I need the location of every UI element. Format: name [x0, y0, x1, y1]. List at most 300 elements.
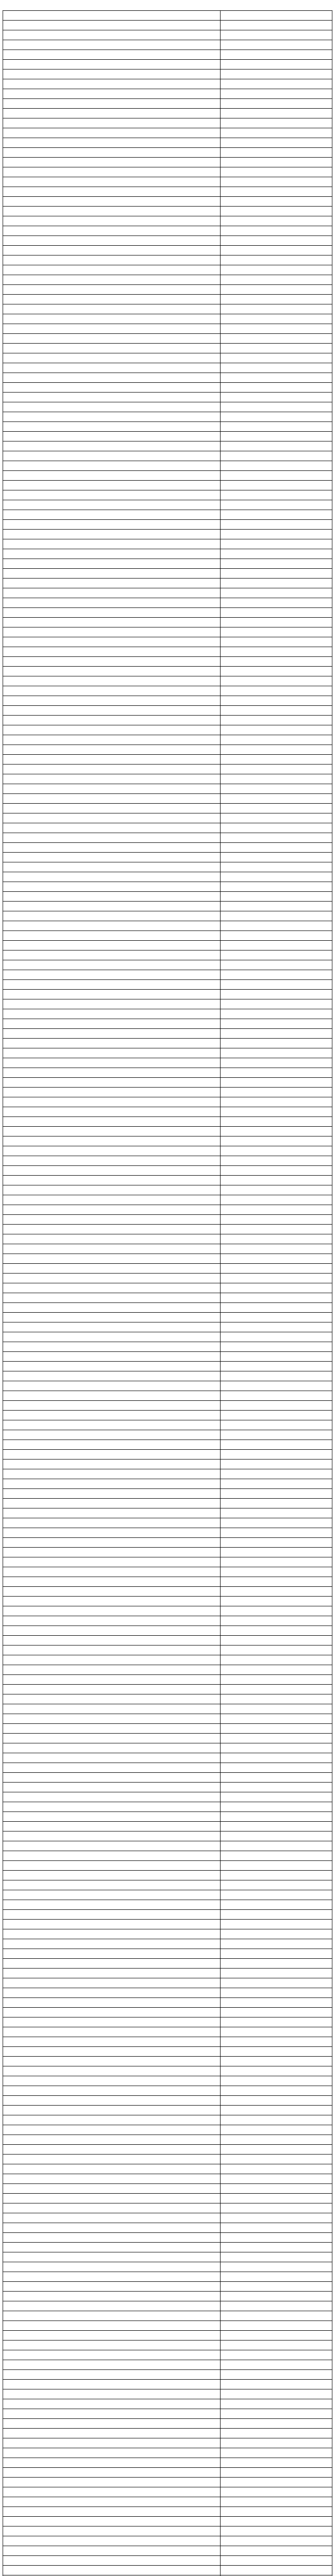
organization-category-cell — [220, 128, 332, 138]
table-row — [3, 1714, 332, 1724]
table-row — [3, 931, 332, 941]
organization-category-cell — [220, 432, 332, 442]
organization-name-cell — [3, 1792, 221, 1802]
table-row — [3, 1509, 332, 1518]
organization-name-cell — [3, 79, 221, 89]
organization-name-cell — [3, 167, 221, 177]
table-row — [3, 99, 332, 109]
organization-name-cell — [3, 1264, 221, 1274]
table-row — [3, 2223, 332, 2233]
table-row — [3, 2370, 332, 2380]
table-row — [3, 2478, 332, 2487]
organization-category-cell — [220, 1587, 332, 1597]
organization-name-cell — [3, 89, 221, 99]
table-row — [3, 1998, 332, 2008]
organization-name-cell — [3, 2301, 221, 2311]
organization-category-cell — [220, 2125, 332, 2135]
table-row — [3, 725, 332, 735]
organization-name-cell — [3, 275, 221, 285]
table-row — [3, 304, 332, 314]
table-row — [3, 598, 332, 608]
organization-name-cell — [3, 1146, 221, 1156]
organization-name-cell — [3, 2027, 221, 2037]
organization-category-cell — [220, 647, 332, 657]
organization-table-body — [3, 11, 332, 2576]
organization-name-cell — [3, 295, 221, 304]
organization-category-cell — [220, 725, 332, 735]
table-row — [3, 2487, 332, 2497]
organization-category-cell — [220, 1068, 332, 1078]
organization-name-cell — [3, 1841, 221, 1851]
table-row — [3, 1949, 332, 1959]
organization-name-cell — [3, 1969, 221, 1978]
organization-category-cell — [220, 862, 332, 872]
organization-category-cell — [220, 559, 332, 569]
table-row — [3, 1783, 332, 1792]
organization-category-cell — [220, 40, 332, 50]
organization-category-cell — [220, 1567, 332, 1577]
table-row — [3, 1694, 332, 1704]
organization-name-cell — [3, 481, 221, 490]
organization-name-cell — [3, 2438, 221, 2448]
organization-name-cell — [3, 1577, 221, 1587]
table-row — [3, 921, 332, 931]
organization-category-cell — [220, 1117, 332, 1127]
organization-name-cell — [3, 1019, 221, 1029]
table-row — [3, 1146, 332, 1156]
organization-category-cell — [220, 921, 332, 931]
organization-name-cell — [3, 1156, 221, 1166]
organization-category-cell — [220, 275, 332, 285]
organization-name-cell — [3, 1753, 221, 1763]
organization-category-cell — [220, 1185, 332, 1195]
table-row — [3, 1920, 332, 1929]
organization-name-cell — [3, 1029, 221, 1039]
table-row — [3, 1939, 332, 1949]
organization-category-cell — [220, 21, 332, 30]
table-row — [3, 2311, 332, 2321]
organization-category-cell — [220, 1371, 332, 1381]
organization-category-cell — [220, 999, 332, 1009]
table-row — [3, 1048, 332, 1058]
organization-name-cell — [3, 148, 221, 158]
organization-category-cell — [220, 774, 332, 784]
organization-name-cell — [3, 637, 221, 647]
table-row — [3, 1978, 332, 1988]
organization-name-cell — [3, 1675, 221, 1685]
organization-name-cell — [3, 2164, 221, 2174]
organization-category-cell — [220, 2311, 332, 2321]
table-row — [3, 774, 332, 784]
organization-category-cell — [220, 676, 332, 686]
organization-category-cell — [220, 2135, 332, 2145]
table-row — [3, 314, 332, 324]
organization-category-cell — [220, 2536, 332, 2546]
table-row — [3, 265, 332, 275]
table-row — [3, 1890, 332, 1900]
organization-category-cell — [220, 50, 332, 60]
organization-category-cell — [220, 2106, 332, 2115]
organization-category-cell — [220, 2419, 332, 2429]
organization-category-cell — [220, 510, 332, 520]
organization-category-cell — [220, 960, 332, 970]
organization-name-cell — [3, 882, 221, 892]
organization-name-cell — [3, 2018, 221, 2027]
organization-category-cell — [220, 745, 332, 755]
organization-name-cell — [3, 1313, 221, 1323]
table-row — [3, 295, 332, 304]
organization-category-cell — [220, 2380, 332, 2389]
organization-category-cell — [220, 1234, 332, 1244]
table-row — [3, 1910, 332, 1920]
table-row — [3, 970, 332, 980]
organization-category-cell — [220, 451, 332, 461]
table-row — [3, 1107, 332, 1117]
table-row — [3, 442, 332, 451]
organization-name-cell — [3, 2360, 221, 2370]
table-row — [3, 363, 332, 373]
organization-name-cell — [3, 2478, 221, 2487]
organization-category-cell — [220, 941, 332, 951]
organization-name-cell — [3, 784, 221, 794]
organization-category-cell — [220, 1704, 332, 1714]
organization-name-cell — [3, 1195, 221, 1205]
organization-category-cell — [220, 1313, 332, 1323]
organization-name-cell — [3, 11, 221, 21]
organization-name-cell — [3, 2556, 221, 2566]
organization-category-cell — [220, 2429, 332, 2438]
table-row — [3, 960, 332, 970]
organization-category-cell — [220, 2478, 332, 2487]
table-row — [3, 2252, 332, 2262]
organization-category-cell — [220, 1225, 332, 1234]
table-row — [3, 1773, 332, 1783]
organization-name-cell — [3, 2204, 221, 2213]
organization-name-cell — [3, 833, 221, 843]
organization-category-cell — [220, 1156, 332, 1166]
organization-name-cell — [3, 1068, 221, 1078]
organization-category-cell — [220, 79, 332, 89]
table-row — [3, 402, 332, 412]
organization-name-cell — [3, 490, 221, 500]
organization-category-cell — [220, 1548, 332, 1557]
organization-name-cell — [3, 1391, 221, 1401]
organization-category-cell — [220, 1998, 332, 2008]
organization-category-cell — [220, 2194, 332, 2204]
organization-name-cell — [3, 1832, 221, 1841]
table-row — [3, 2282, 332, 2292]
organization-category-cell — [220, 1332, 332, 1342]
organization-name-cell — [3, 2135, 221, 2145]
organization-name-cell — [3, 1949, 221, 1959]
table-row — [3, 2155, 332, 2164]
table-row — [3, 2566, 332, 2575]
table-row — [3, 89, 332, 99]
table-row — [3, 657, 332, 667]
organization-category-cell — [220, 363, 332, 373]
table-row — [3, 2350, 332, 2360]
organization-category-cell — [220, 295, 332, 304]
organization-category-cell — [220, 2468, 332, 2478]
organization-category-cell — [220, 353, 332, 363]
table-row — [3, 667, 332, 676]
table-row — [3, 1176, 332, 1185]
organization-category-cell — [220, 1254, 332, 1264]
organization-category-cell — [220, 2145, 332, 2155]
organization-name-cell — [3, 1978, 221, 1988]
table-row — [3, 1293, 332, 1303]
table-row — [3, 1381, 332, 1391]
organization-category-cell — [220, 393, 332, 402]
organization-category-cell — [220, 1274, 332, 1283]
organization-category-cell — [220, 2027, 332, 2037]
organization-name-cell — [3, 1137, 221, 1146]
table-row — [3, 696, 332, 706]
organization-name-cell — [3, 1734, 221, 1743]
table-row — [3, 1685, 332, 1694]
organization-name-cell — [3, 2047, 221, 2057]
organization-category-cell — [220, 931, 332, 941]
organization-name-cell — [3, 393, 221, 402]
organization-name-cell — [3, 1929, 221, 1939]
organization-name-cell — [3, 2076, 221, 2086]
organization-category-cell — [220, 2370, 332, 2380]
table-row — [3, 2125, 332, 2135]
organization-category-cell — [220, 1450, 332, 1460]
organization-category-cell — [220, 1009, 332, 1019]
table-row — [3, 1822, 332, 1832]
table-row — [3, 216, 332, 226]
table-row — [3, 21, 332, 30]
table-row — [3, 843, 332, 853]
table-row — [3, 1655, 332, 1665]
table-row — [3, 177, 332, 187]
organization-name-cell — [3, 2252, 221, 2262]
organization-name-cell — [3, 314, 221, 324]
organization-name-cell — [3, 999, 221, 1009]
organization-name-cell — [3, 1058, 221, 1068]
organization-name-cell — [3, 549, 221, 559]
organization-name-cell — [3, 804, 221, 814]
table-row — [3, 2468, 332, 2478]
organization-name-cell — [3, 1528, 221, 1538]
organization-name-cell — [3, 109, 221, 118]
table-row — [3, 1812, 332, 1822]
table-row — [3, 246, 332, 256]
organization-category-cell — [220, 1841, 332, 1851]
organization-category-cell — [220, 892, 332, 902]
organization-category-cell — [220, 30, 332, 40]
table-row — [3, 393, 332, 402]
organization-category-cell — [220, 696, 332, 706]
organization-category-cell — [220, 1430, 332, 1440]
organization-name-cell — [3, 363, 221, 373]
table-row — [3, 2164, 332, 2174]
organization-category-cell — [220, 1959, 332, 1969]
organization-name-cell — [3, 1127, 221, 1137]
table-row — [3, 1528, 332, 1538]
organization-name-cell — [3, 2106, 221, 2115]
table-row — [3, 2262, 332, 2272]
organization-category-cell — [220, 1323, 332, 1332]
table-row — [3, 109, 332, 118]
organization-name-cell — [3, 2262, 221, 2272]
table-row — [3, 128, 332, 138]
organization-category-cell — [220, 1900, 332, 1910]
table-row — [3, 1313, 332, 1323]
organization-category-cell — [220, 911, 332, 921]
table-row — [3, 1479, 332, 1489]
organization-category-cell — [220, 755, 332, 765]
table-row — [3, 207, 332, 216]
organization-name-cell — [3, 1636, 221, 1646]
organization-name-cell — [3, 40, 221, 50]
organization-name-cell — [3, 1890, 221, 1900]
organization-name-cell — [3, 461, 221, 471]
organization-name-cell — [3, 608, 221, 618]
table-row — [3, 60, 332, 70]
table-row — [3, 1264, 332, 1274]
table-row — [3, 569, 332, 579]
organization-name-cell — [3, 21, 221, 30]
organization-name-cell — [3, 1479, 221, 1489]
table-row — [3, 804, 332, 814]
organization-category-cell — [220, 442, 332, 451]
organization-name-cell — [3, 324, 221, 334]
organization-name-cell — [3, 451, 221, 461]
organization-name-cell — [3, 70, 221, 79]
table-row — [3, 1597, 332, 1606]
organization-name-cell — [3, 1694, 221, 1704]
organization-table — [3, 10, 332, 2576]
organization-name-cell — [3, 2311, 221, 2321]
organization-category-cell — [220, 99, 332, 109]
organization-name-cell — [3, 334, 221, 344]
organization-category-cell — [220, 490, 332, 500]
organization-category-cell — [220, 1949, 332, 1959]
organization-name-cell — [3, 118, 221, 128]
table-row — [3, 1342, 332, 1352]
table-row — [3, 2497, 332, 2507]
organization-name-cell — [3, 735, 221, 745]
table-row — [3, 1244, 332, 1254]
table-row — [3, 432, 332, 442]
organization-name-cell — [3, 853, 221, 862]
table-row — [3, 1156, 332, 1166]
organization-category-cell — [220, 167, 332, 177]
organization-name-cell — [3, 2331, 221, 2341]
table-row — [3, 1567, 332, 1577]
organization-name-cell — [3, 2096, 221, 2106]
organization-category-cell — [220, 2243, 332, 2252]
organization-category-cell — [220, 236, 332, 246]
table-row — [3, 814, 332, 823]
organization-name-cell — [3, 814, 221, 823]
organization-category-cell — [220, 1039, 332, 1048]
organization-category-cell — [220, 246, 332, 256]
table-row — [3, 1391, 332, 1401]
organization-name-cell — [3, 1822, 221, 1832]
organization-category-cell — [220, 1528, 332, 1538]
table-row — [3, 2448, 332, 2458]
organization-category-cell — [220, 2546, 332, 2556]
table-row — [3, 2194, 332, 2204]
table-row — [3, 833, 332, 843]
organization-category-cell — [220, 1303, 332, 1313]
organization-category-cell — [220, 422, 332, 432]
table-row — [3, 148, 332, 158]
organization-category-cell — [220, 500, 332, 510]
organization-category-cell — [220, 2409, 332, 2419]
organization-name-cell — [3, 774, 221, 784]
table-row — [3, 1460, 332, 1469]
organization-category-cell — [220, 70, 332, 79]
organization-category-cell — [220, 60, 332, 70]
table-row — [3, 197, 332, 207]
table-row — [3, 2047, 332, 2057]
organization-name-cell — [3, 265, 221, 275]
organization-name-cell — [3, 1763, 221, 1773]
organization-category-cell — [220, 2438, 332, 2448]
table-row — [3, 1137, 332, 1146]
table-row — [3, 2243, 332, 2252]
organization-category-cell — [220, 334, 332, 344]
organization-name-cell — [3, 138, 221, 148]
table-row — [3, 1411, 332, 1420]
organization-name-cell — [3, 1254, 221, 1264]
organization-category-cell — [220, 1734, 332, 1743]
organization-name-cell — [3, 1518, 221, 1528]
table-row — [3, 980, 332, 990]
table-row — [3, 2115, 332, 2125]
organization-category-cell — [220, 1685, 332, 1694]
organization-name-cell — [3, 1430, 221, 1440]
table-row — [3, 1616, 332, 1626]
table-row — [3, 608, 332, 618]
organization-name-cell — [3, 2155, 221, 2164]
organization-name-cell — [3, 50, 221, 60]
organization-category-cell — [220, 1137, 332, 1146]
table-row — [3, 1489, 332, 1499]
table-row — [3, 1068, 332, 1078]
table-row — [3, 1587, 332, 1597]
table-row — [3, 2233, 332, 2243]
organization-name-cell — [3, 1039, 221, 1048]
organization-category-cell — [220, 2174, 332, 2184]
organization-name-cell — [3, 187, 221, 197]
organization-name-cell — [3, 2145, 221, 2155]
table-row — [3, 2096, 332, 2106]
organization-category-cell — [220, 1694, 332, 1704]
organization-category-cell — [220, 1871, 332, 1880]
organization-name-cell — [3, 1557, 221, 1567]
organization-name-cell — [3, 628, 221, 637]
organization-name-cell — [3, 236, 221, 246]
organization-category-cell — [220, 549, 332, 559]
organization-category-cell — [220, 1166, 332, 1176]
organization-category-cell — [220, 1743, 332, 1753]
organization-category-cell — [220, 1127, 332, 1137]
table-row — [3, 1274, 332, 1283]
organization-name-cell — [3, 794, 221, 804]
organization-name-cell — [3, 1939, 221, 1949]
table-row — [3, 1254, 332, 1264]
table-row — [3, 2389, 332, 2399]
table-row — [3, 461, 332, 471]
table-row — [3, 1440, 332, 1450]
table-row — [3, 481, 332, 490]
organization-category-cell — [220, 412, 332, 422]
